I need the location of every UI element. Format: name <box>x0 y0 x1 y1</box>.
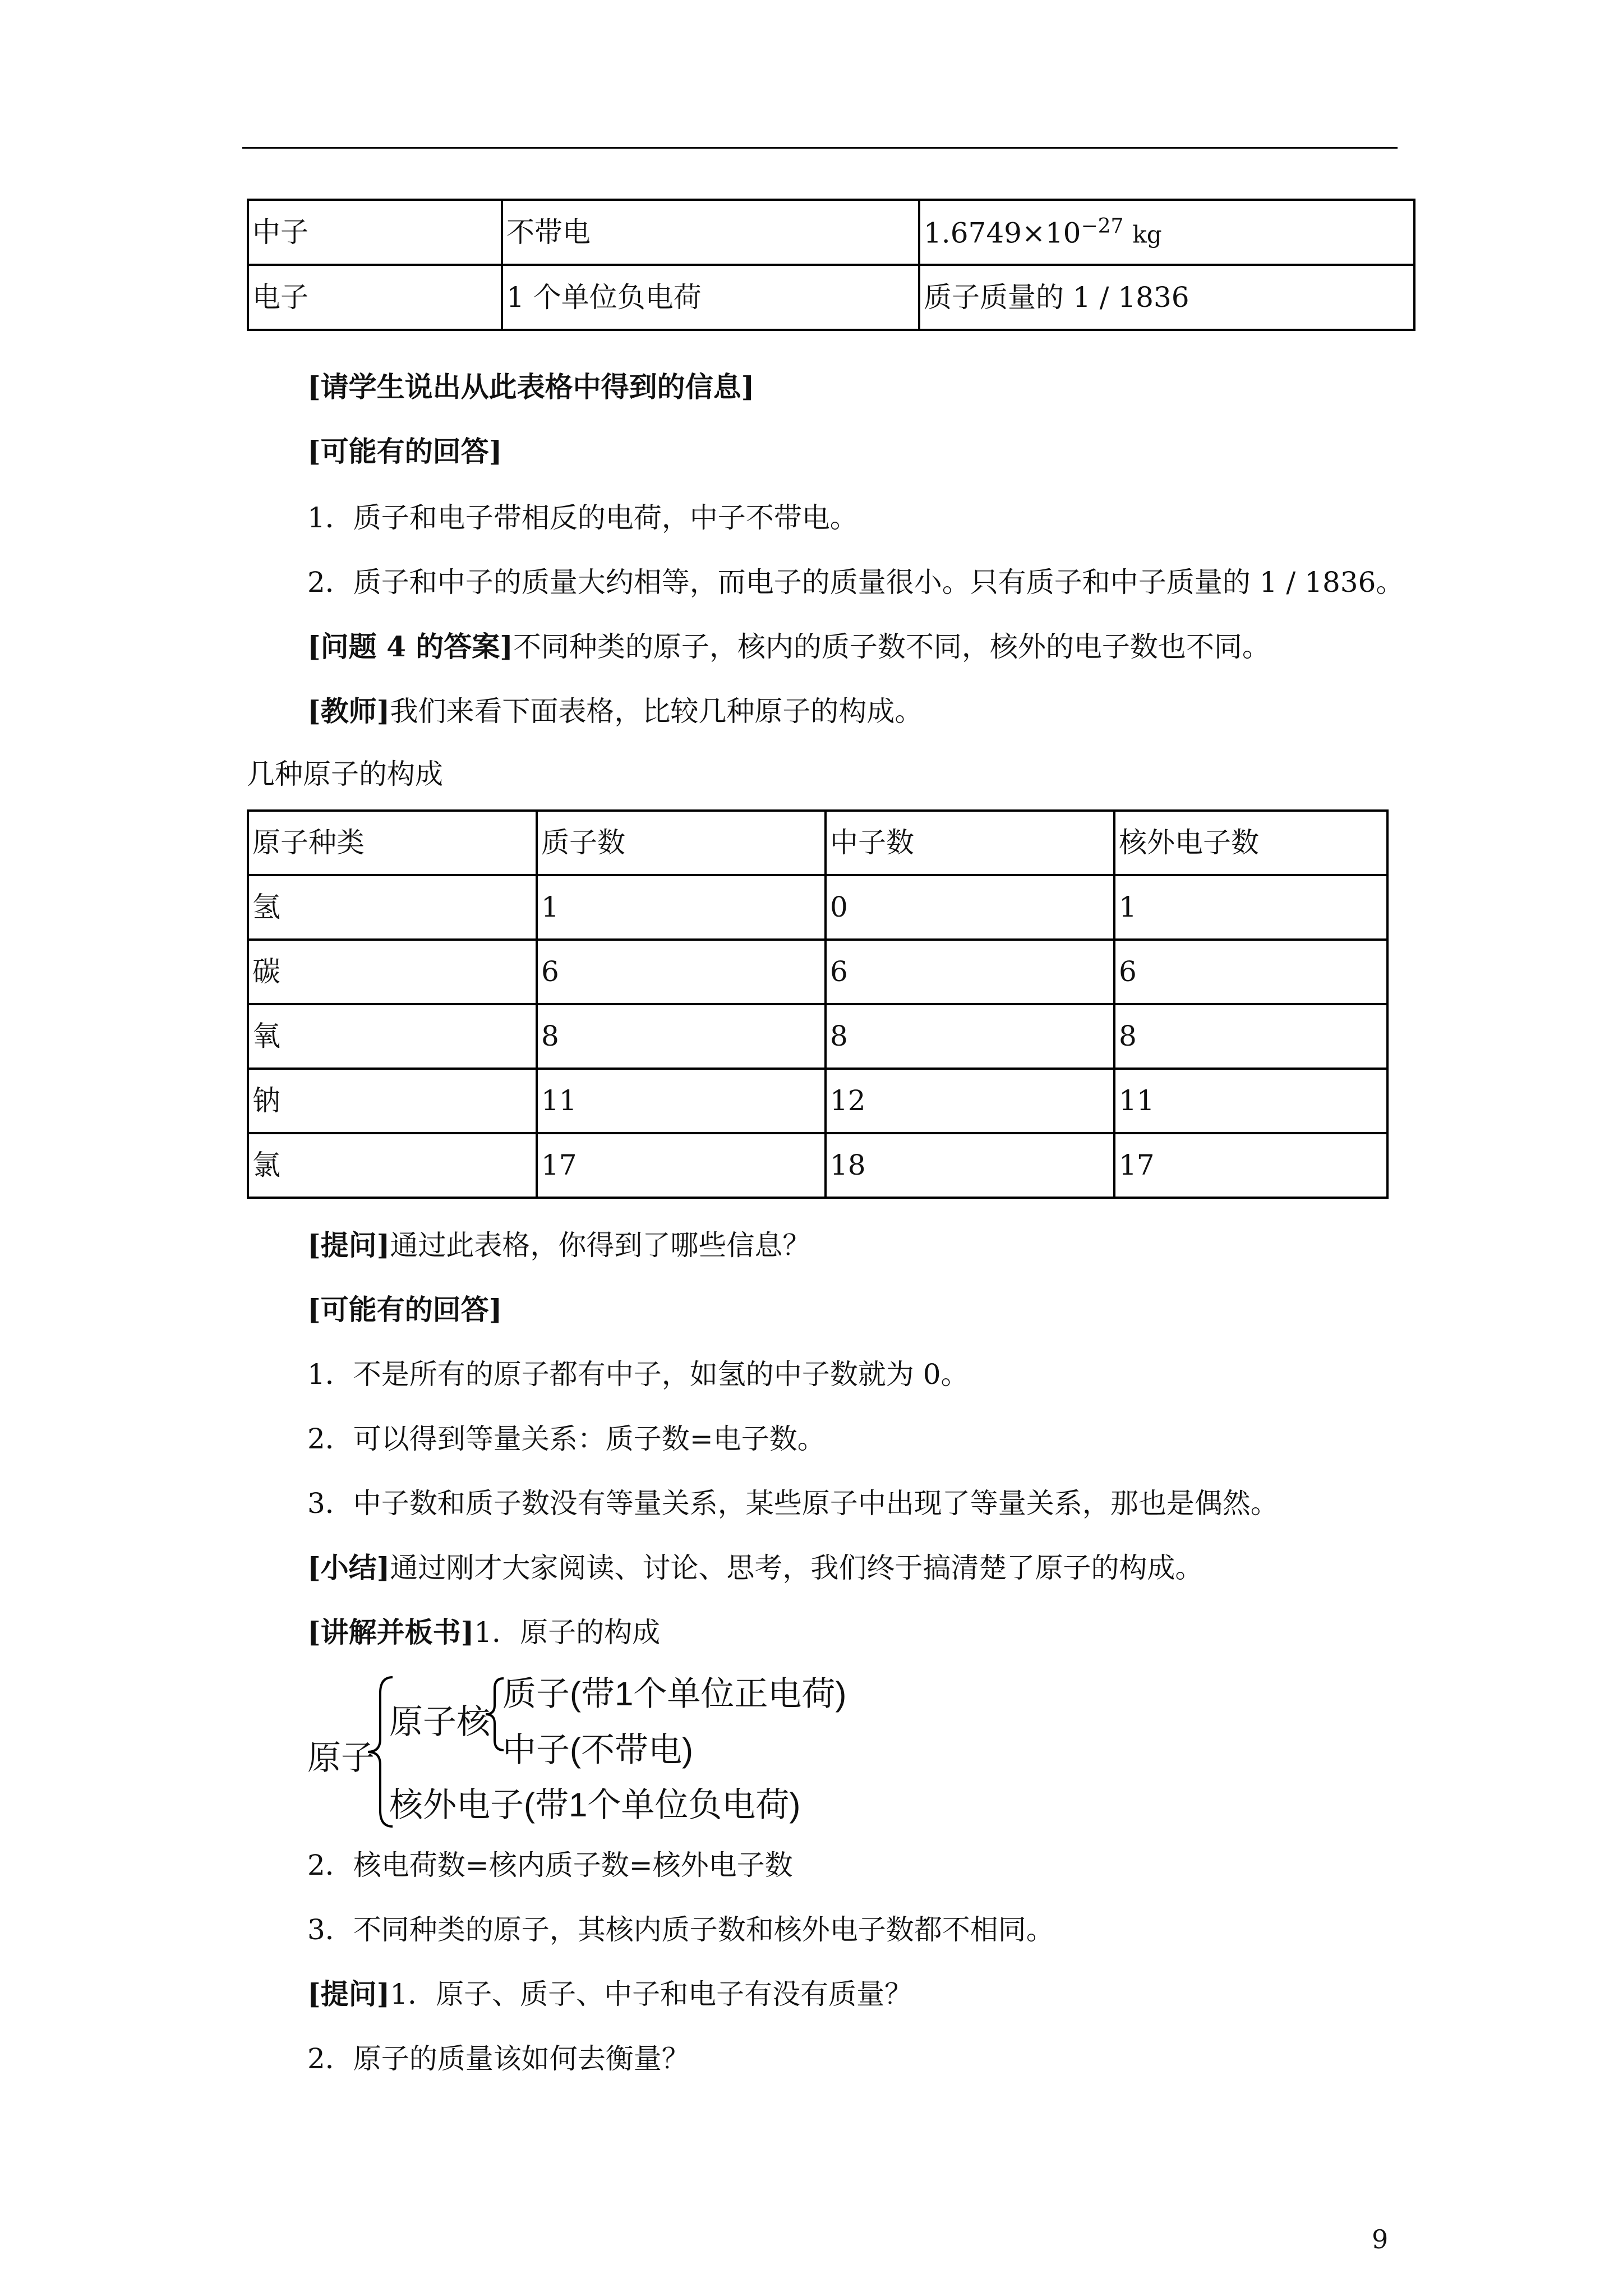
summary-text: 通过刚才大家阅读、讨论、思考，我们终于搞清楚了原子的构成。 <box>390 1552 1204 1584</box>
lecture-label: [讲解并板书] <box>307 1616 474 1649</box>
table-cell: 8 <box>826 1004 1114 1069</box>
question-text: 通过此表格，你得到了哪些信息？ <box>390 1229 811 1262</box>
summary-label: [小结] <box>307 1551 390 1584</box>
table-cell: 18 <box>826 1133 1114 1198</box>
table-cell: 6 <box>826 940 1114 1004</box>
table-cell: 0 <box>826 875 1114 940</box>
teacher-text: 我们来看下面表格，比较几种原子的构成。 <box>390 695 923 728</box>
mass-mantissa: 1.6749×10 <box>924 217 1081 250</box>
lecture-line <box>307 1616 660 1649</box>
question-label: [提问] <box>307 1228 390 1262</box>
question4-text: 不同种类的原子，核内的质子数不同，核外的电子数也不同。 <box>513 631 1270 663</box>
table-cell: 12 <box>826 1069 1114 1133</box>
table-cell: 11 <box>537 1069 826 1133</box>
table-header-row <box>248 811 1387 875</box>
table-caption: 几种原子的构成 <box>247 758 443 790</box>
table-cell: 6 <box>1114 940 1387 1004</box>
table-cell: 氢 <box>248 875 537 940</box>
summary-line <box>307 1551 1203 1585</box>
teacher-label: [教师] <box>307 694 390 728</box>
table-header-cell: 核外电子数 <box>1114 811 1387 875</box>
diagram-proton: 质子(带1个单位正电荷) <box>502 1675 847 1713</box>
table-header-cell: 中子数 <box>826 811 1114 875</box>
mass-exponent: −27 <box>1081 215 1124 238</box>
diagram-nucleus: 原子核 <box>389 1703 490 1741</box>
table-cell: 8 <box>1114 1004 1387 1069</box>
lecture-text: 1．原子的构成 <box>474 1616 661 1649</box>
teacher-line <box>307 694 923 728</box>
answer-heading-2: [可能有的回答] <box>307 1293 502 1326</box>
table-cell: 氧 <box>248 1004 537 1069</box>
table-cell: 17 <box>537 1133 826 1198</box>
table-cell: 17 <box>1114 1133 1387 1198</box>
table-header-cell: 原子种类 <box>248 811 537 875</box>
atom-composition-table <box>247 809 1389 1199</box>
answer-heading: [可能有的回答] <box>307 435 502 468</box>
answer-line-1: 1．质子和电子带相反的电荷，中子不带电。 <box>307 501 858 534</box>
question-label-2: [提问] <box>307 1977 390 2010</box>
table-row <box>248 265 1414 330</box>
table-cell: 1 <box>1114 875 1387 940</box>
question4-label: [问题 4 的答案] <box>307 630 513 663</box>
question-2-item-2: 2．原子的质量该如何去衡量？ <box>307 2042 690 2075</box>
question-2-item-1: 1．原子、质子、中子和电子有没有质量？ <box>390 1978 913 2010</box>
table-row <box>248 1004 1387 1069</box>
prompt-heading: [请学生说出从此表格中得到的信息] <box>307 370 755 403</box>
table-cell: 6 <box>537 940 826 1004</box>
table-row <box>248 875 1387 940</box>
page-number: 9 <box>1372 2224 1389 2254</box>
table-row <box>248 200 1414 265</box>
table-cell: 质子质量的 1 / 1836 <box>919 265 1414 330</box>
diagram-neutron: 中子(不带电) <box>502 1731 693 1769</box>
table-cell: 碳 <box>248 940 537 1004</box>
diagram-electron: 核外电子(带1个单位负电荷) <box>389 1786 801 1824</box>
table-cell <box>919 200 1414 265</box>
table-cell: 1 个单位负电荷 <box>502 265 919 330</box>
question-line <box>307 1228 810 1262</box>
answer-2-line-1: 1．不是所有的原子都有中子，如氢的中子数就为 0。 <box>307 1358 969 1391</box>
table-cell: 不带电 <box>502 200 919 265</box>
table-cell: 8 <box>537 1004 826 1069</box>
atom-structure-diagram <box>303 1671 920 1833</box>
table-row <box>248 1133 1387 1198</box>
table-cell: 11 <box>1114 1069 1387 1133</box>
table-cell: 氯 <box>248 1133 537 1198</box>
point-2: 2．核电荷数=核内质子数=核外电子数 <box>307 1849 793 1881</box>
question4-answer <box>307 630 1270 664</box>
table-cell: 电子 <box>248 265 502 330</box>
mass-unit: kg <box>1132 220 1162 249</box>
particle-table <box>247 199 1415 331</box>
question-line-2 <box>307 1977 912 2011</box>
answer-2-line-2: 2．可以得到等量关系：质子数=电子数。 <box>307 1423 826 1455</box>
table-row <box>248 940 1387 1004</box>
answer-2-line-3: 3．中子数和质子数没有等量关系，某些原子中出现了等量关系，那也是偶然。 <box>307 1487 1279 1520</box>
table-header-cell: 质子数 <box>537 811 826 875</box>
table-cell: 钠 <box>248 1069 537 1133</box>
header-rule <box>242 147 1398 149</box>
answer-line-2: 2．质子和中子的质量大约相等，而电子的质量很小。只有质子和中子质量的 1 / 1836。 <box>307 566 1404 599</box>
point-3: 3．不同种类的原子，其核内质子数和核外电子数都不相同。 <box>307 1913 1054 1946</box>
table-row <box>248 1069 1387 1133</box>
table-cell: 中子 <box>248 200 502 265</box>
table-cell: 1 <box>537 875 826 940</box>
diagram-atom: 原子 <box>307 1739 375 1777</box>
